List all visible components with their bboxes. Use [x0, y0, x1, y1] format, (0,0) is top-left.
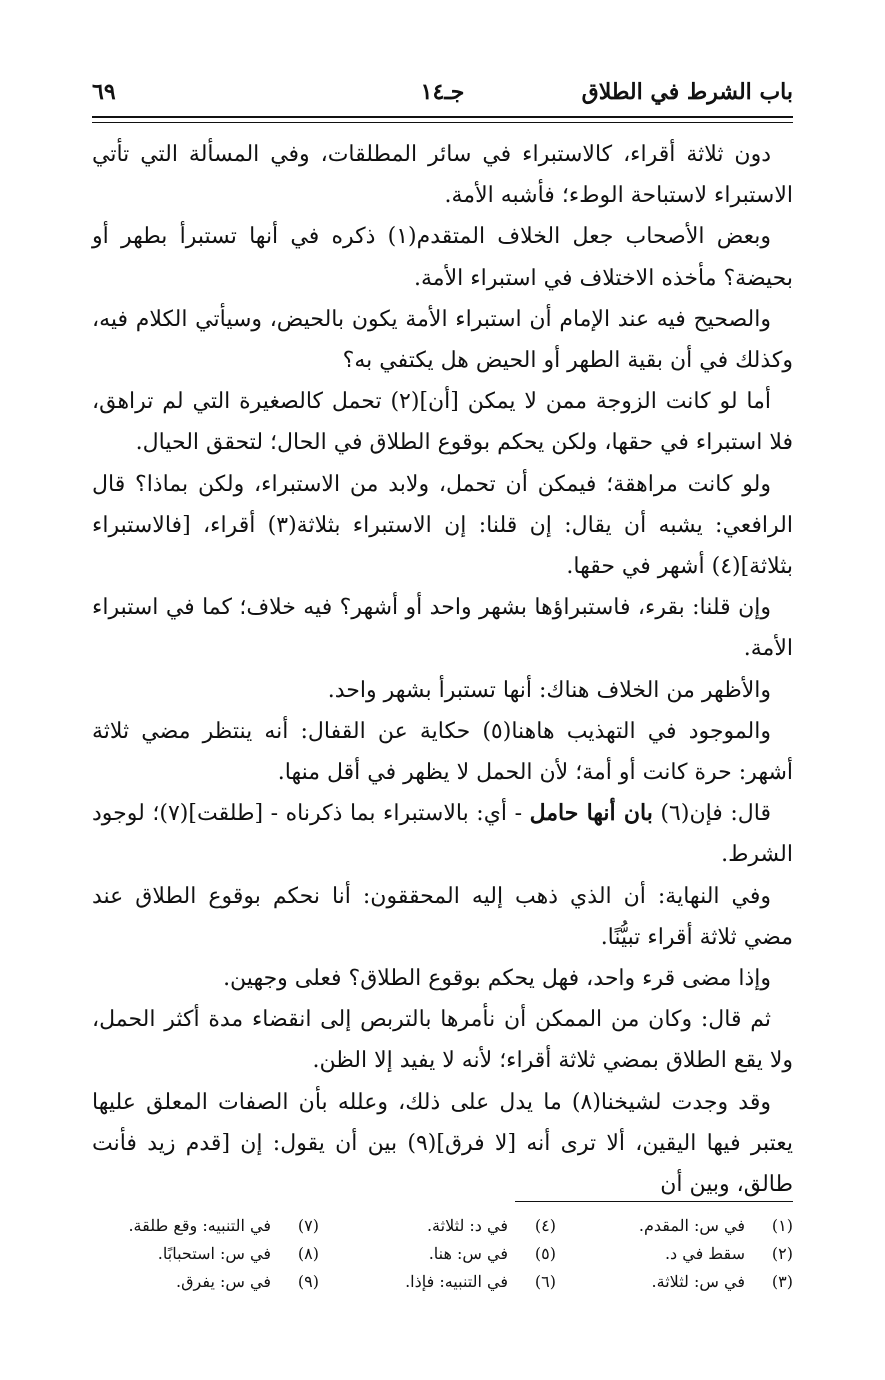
- footnote-rule: [515, 1201, 793, 1202]
- footnote: [329, 1240, 556, 1268]
- paragraph: والصحيح فيه عند الإمام أن استبراء الأمة يكون بالحيض، وسيأتي الكلام فيه، وكذلك في أن بقية الطهر أو الحيض هل يكتفي به؟: [92, 306, 793, 374]
- footnote: [92, 1240, 319, 1268]
- volume-label: جـ١٤: [420, 79, 465, 105]
- footnote-marker: (٤): [534, 1216, 556, 1235]
- chapter-title: باب الشرط في الطلاق: [581, 79, 793, 105]
- footnote: [566, 1268, 793, 1296]
- paragraph: أما لو كانت الزوجة ممن لا يمكن [أن](٢) تحمل كالصغيرة التي لم تراهق، فلا استبراء في حقها، ولكن يحكم بوقوع الطلاق في الحال؛ لتحقق الحيال.: [92, 389, 793, 456]
- footnote-text: في التنبيه: وقع طلقة.: [128, 1216, 271, 1235]
- paragraph: وفي النهاية: أن الذي ذهب إليه المحققون: أنا نحكم بوقوع الطلاق عند مضي ثلاثة أقراء تبيُّنًا.: [92, 883, 793, 950]
- paragraph: وإن قلنا: بقرء، فاستبراؤها بشهر واحد أو أشهر؟ فيه خلاف؛ كما في استبراء الأمة.: [92, 595, 793, 662]
- paragraph: والأظهر من الخلاف هناك: أنها تستبرأ بشهر واحد.: [327, 677, 771, 703]
- page-number: ٦٩: [92, 79, 116, 105]
- footnote-text: في س: يفرق.: [176, 1272, 271, 1291]
- footnote: [566, 1240, 793, 1268]
- footnote-marker: (٨): [297, 1244, 319, 1263]
- header-rule-thick: [92, 116, 793, 118]
- footnote-text: في س: هنا.: [428, 1244, 508, 1263]
- paragraph: [92, 793, 793, 875]
- footnote-marker: (٣): [771, 1272, 793, 1291]
- main-text: [92, 134, 793, 1205]
- footnote-text: في س: المقدم.: [638, 1216, 745, 1235]
- paragraph-lead: قال: فإن(٦): [652, 801, 771, 827]
- paragraph: وإذا مضى قرء واحد، فهل يحكم بوقوع الطلاق؟ فعلى وجهين.: [223, 966, 771, 992]
- footnote-text: سقط في د.: [664, 1244, 745, 1263]
- paragraph: وقد وجدت لشيخنا(٨) ما يدل على ذلك، وعلله بأن الصفات المعلق عليها يعتبر فيها اليقين، ألا ترى أنه [لا فرق](٩) بين أن يقول: إن [قدم زيد فأنت طالق، وبين أن: [92, 1089, 793, 1198]
- footnote-marker: (١): [771, 1216, 793, 1235]
- header-rule-thin: [92, 122, 793, 123]
- footnote-marker: (٢): [771, 1244, 793, 1263]
- footnote-marker: (٧): [297, 1216, 319, 1235]
- footnote-marker: (٦): [534, 1272, 556, 1291]
- footnote: [92, 1268, 319, 1296]
- paragraph: ولو كانت مراهقة؛ فيمكن أن تحمل، ولابد من الاستبراء، ولكن بماذا؟ قال الرافعي: يشبه أن يقال: إن قلنا: إن الاستبراء بثلاثة(٣) أقراء، [فالاستبراء بثلاثة](٤) أشهر في حقها.: [92, 471, 793, 580]
- footnotes: [92, 1212, 793, 1296]
- footnote-marker: (٩): [297, 1272, 319, 1291]
- footnote-text: في س: لثلاثة.: [651, 1272, 745, 1291]
- footnote-text: في د: لثلاثة.: [426, 1216, 508, 1235]
- paragraph: ثم قال: وكان من الممكن أن نأمرها بالتربص إلى انقضاء مدة أكثر الحمل، ولا يقع الطلاق بمضي ثلاثة أقراء؛ لأنه لا يفيد إلا الظن.: [92, 1007, 793, 1074]
- paragraph: وبعض الأصحاب جعل الخلاف المتقدم(١) ذكره في أنها تستبرأ بطهر أو بحيضة؟ مأخذه الاختلاف في استبراء الأمة.: [92, 224, 793, 291]
- footnote: [566, 1212, 793, 1240]
- quoted-matn: بان أنها حامل: [529, 800, 653, 827]
- footnote-text: في س: استحبابًا.: [157, 1244, 271, 1263]
- paragraph: والموجود في التهذيب هاهنا(٥) حكاية عن القفال: أنه ينتظر مضي ثلاثة أشهر: حرة كانت أو أمة؛ لأن الحمل لا يظهر في أقل منها.: [92, 718, 793, 786]
- footnote: [329, 1212, 556, 1240]
- running-header: [92, 72, 793, 112]
- paragraph-rest: - أي: بالاستبراء بما ذكرناه - [طلقت](٧)؛ لوجود الشرط.: [92, 801, 793, 868]
- footnote-marker: (٥): [534, 1244, 556, 1263]
- footnote: [329, 1268, 556, 1296]
- footnote: [92, 1212, 319, 1240]
- footnote-text: في التنبيه: فإذا.: [405, 1272, 508, 1291]
- paragraph: دون ثلاثة أقراء، كالاستبراء في سائر المطلقات، وفي المسألة التي تأتي الاستبراء لاستباحة الوطء؛ فأشبه الأمة.: [92, 142, 793, 209]
